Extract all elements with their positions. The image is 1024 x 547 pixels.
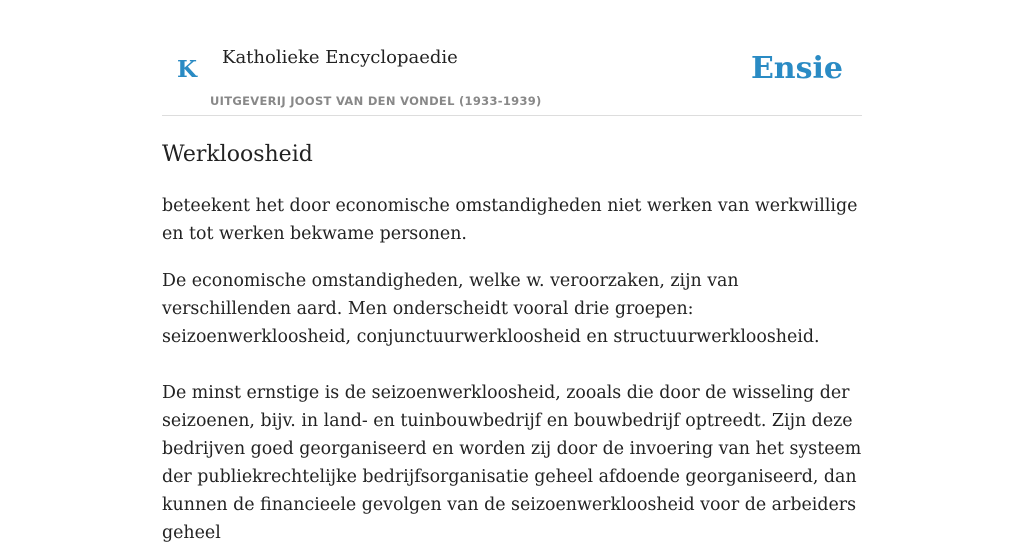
encyclopedia-logo-icon[interactable]: K	[177, 56, 197, 83]
entry-paragraph-2: De economische omstandigheden, welke w. veroorzaken, zijn van verschillenden aard. Men onderscheidt vooral drie groepen: seizoenwerkloosheid, conjunctuurwerkloosheid en structuurwerkloosheid.	[162, 271, 820, 347]
site-header	[162, 0, 862, 116]
entry-paragraph-1: beteekent het door economische omstandigheden niet werken van werkwillige en tot werken bekwame personen.	[162, 196, 858, 244]
ensie-brand-logo[interactable]: Ensie	[750, 51, 843, 86]
entry-title: Werkloosheid	[162, 142, 313, 167]
entry-body	[162, 192, 862, 547]
publisher-subtitle: UITGEVERIJ JOOST VAN DEN VONDEL (1933-1939)	[210, 94, 542, 108]
page-container	[162, 0, 862, 543]
site-title-link[interactable]: Katholieke Encyclopaedie	[222, 47, 458, 68]
entry-paragraph-3: De minst ernstige is de seizoenwerkloosheid, zooals die door de wisseling der seizoenen, bijv. in land- en tuinbouwbedrijf en bouwbedrijf optreedt. Zijn deze bedrijven goed georganiseerd en worden zij door de invoering van het systeem der publiekrechtelijke bedrijfsorganisatie geheel afdoende georganiseerd, dan kunnen de financieele gevolgen van de seizoenwerkloosheid voor de arbeiders geheel	[162, 383, 862, 543]
